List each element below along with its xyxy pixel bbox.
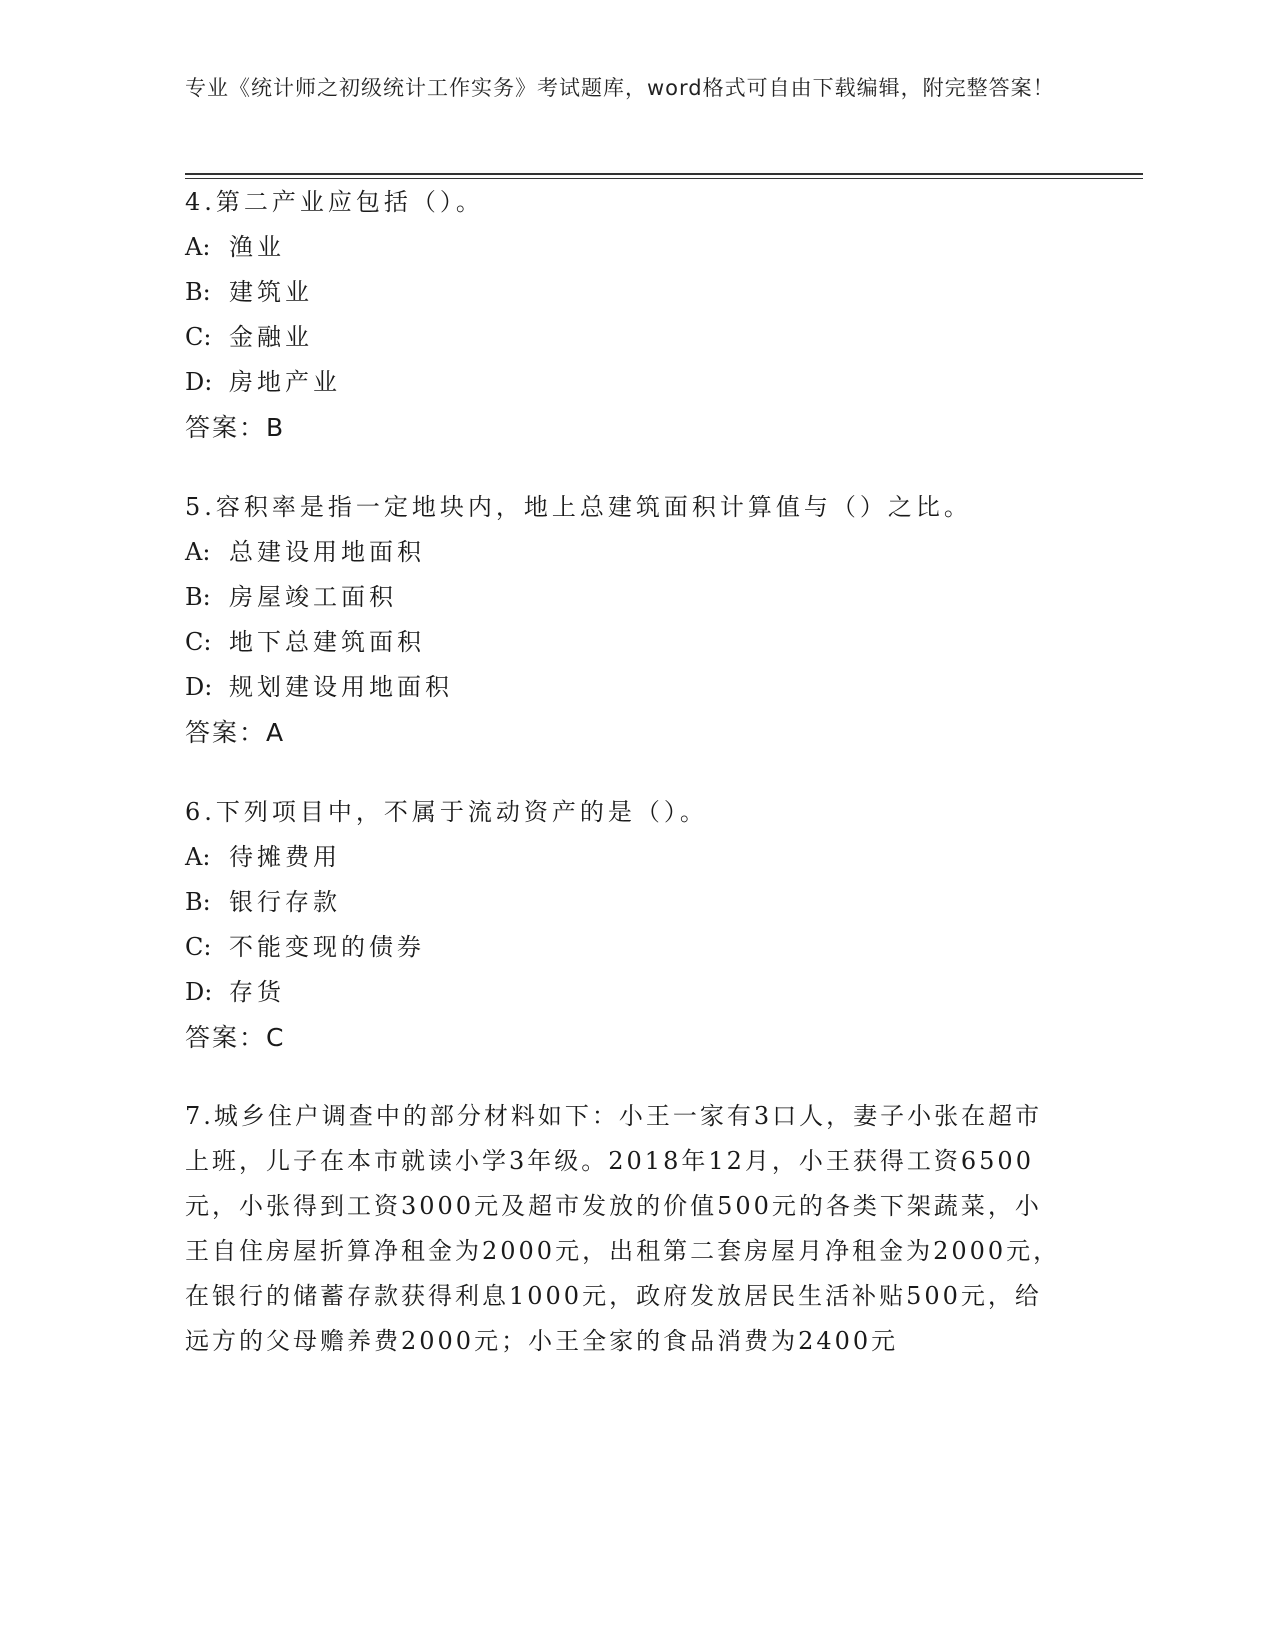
question-6 — [185, 790, 1065, 1060]
question-stem: 6.下列项目中，不属于流动资产的是（）。 — [185, 798, 708, 826]
option-d — [185, 665, 1065, 710]
option-b — [185, 880, 1065, 925]
option-letter: D: — [185, 673, 213, 701]
option-text: 地下总建筑面积 — [229, 628, 425, 656]
answer-label: 答案：C — [185, 1023, 286, 1052]
option-letter: C: — [185, 323, 212, 351]
option-d — [185, 970, 1065, 1015]
option-text: 建筑业 — [229, 278, 313, 306]
question-7 — [185, 1094, 1065, 1364]
option-b — [185, 270, 1065, 315]
option-text: 不能变现的债券 — [229, 933, 425, 961]
option-text: 金融业 — [229, 323, 313, 351]
option-c — [185, 925, 1065, 970]
option-text: 银行存款 — [229, 888, 341, 916]
option-text: 房屋竣工面积 — [229, 583, 397, 611]
option-b — [185, 575, 1065, 620]
answer-label: 答案：A — [185, 718, 286, 747]
option-letter: C: — [185, 933, 212, 961]
option-text: 渔业 — [229, 233, 285, 261]
option-a — [185, 530, 1065, 575]
question-4 — [185, 180, 1065, 450]
option-letter: B: — [185, 888, 211, 916]
option-a — [185, 835, 1065, 880]
option-letter: A: — [185, 233, 211, 261]
option-letter: D: — [185, 368, 213, 396]
option-text: 规划建设用地面积 — [229, 673, 453, 701]
option-text: 存货 — [229, 978, 285, 1006]
option-letter: B: — [185, 278, 211, 306]
option-letter: A: — [185, 538, 211, 566]
header-divider-thin — [185, 178, 1143, 179]
option-letter: C: — [185, 628, 212, 656]
option-letter: A: — [185, 843, 211, 871]
option-text: 房地产业 — [229, 368, 341, 396]
question-stem: 4.第二产业应包括（）。 — [185, 188, 484, 216]
option-text: 待摊费用 — [229, 843, 341, 871]
question-stem: 5.容积率是指一定地块内，地上总建筑面积计算值与（）之比。 — [185, 493, 972, 521]
option-c — [185, 620, 1065, 665]
question-5 — [185, 485, 1065, 755]
option-d — [185, 360, 1065, 405]
option-letter: D: — [185, 978, 213, 1006]
header-divider-thick — [185, 173, 1143, 175]
answer-label: 答案：B — [185, 413, 286, 442]
option-text: 总建设用地面积 — [229, 538, 425, 566]
option-letter: B: — [185, 583, 211, 611]
document-intro: 专业《统计师之初级统计工作实务》考试题库，word格式可自由下载编辑，附完整答案！ — [185, 76, 1055, 100]
option-a — [185, 225, 1065, 270]
question-7-text: 7.城乡住户调查中的部分材料如下：小王一家有3口人，妻子小张在超市上班，儿子在本市就读小学3年级。2018年12月，小王获得工资6500元，小张得到工资3000元及超市发放的价值500元的各类下架蔬菜，小王自住房屋折算净租金为2000元，出租第二套房屋月净租金为2000元，在银行的储蓄存款获得利息1000元，政府发放居民生活补贴500元，给远方的父母赡养费2000元；小王全家的食品消费为2400元 — [185, 1102, 1061, 1355]
option-c — [185, 315, 1065, 360]
